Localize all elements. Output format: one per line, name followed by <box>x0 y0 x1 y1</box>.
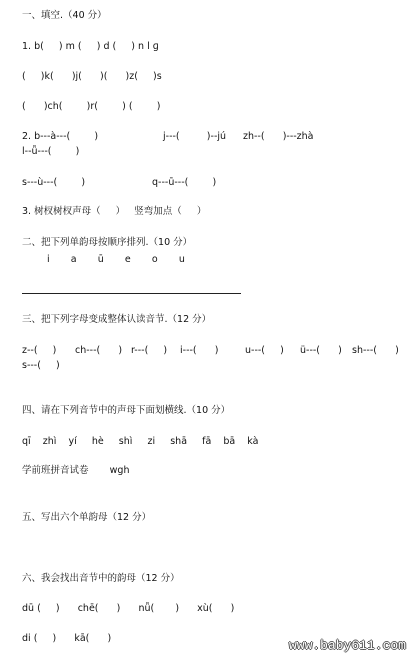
section-3-item-2: ch---( ) <box>75 345 123 356</box>
section-1-line-6-a: s---ù---( ) <box>22 177 86 188</box>
section-5-heading: 五、写出六个单韵母（12 分） <box>22 512 152 523</box>
section-1-line-1: 1. b( ) m ( ) d ( ) n l ɡ <box>22 41 159 52</box>
section-6-heading: 六、我会找出音节中的韵母（12 分） <box>22 573 180 584</box>
section-3-item-7: sh---( ) <box>352 345 399 356</box>
section-3-item-8: s---( ) <box>22 360 60 371</box>
section-1-line-4-c: zh--( )---zhà <box>243 131 314 142</box>
section-1-line-4-b: j---( )--jú <box>163 131 227 142</box>
section-2-heading: 二、把下列单韵母按顺序排列.（10 分） <box>22 237 193 248</box>
section-3-item-3: r---( ) <box>131 345 168 356</box>
section-3-heading: 三、把下列字母变成整体认读音节.（12 分） <box>22 314 212 325</box>
section-4-syllables: qī zhì yí hè shì zi shā fā bā kà <box>22 436 259 447</box>
section-3-item-4: i---( ) <box>180 345 219 356</box>
answer-line <box>22 293 241 294</box>
section-1-line-4-a: 2. b---à---( ) <box>22 131 99 142</box>
section-4-heading: 四、请在下列音节中的声母下面划横线.（10 分） <box>22 405 231 416</box>
section-1-line-2: ( )k( )j( )( )z( )s <box>22 71 162 82</box>
section-4-extra: 学前班拼音试卷 wgh <box>22 465 130 476</box>
section-3-item-1: z--( ) <box>22 345 57 356</box>
section-2-letters: i a ū e o u <box>47 254 185 265</box>
section-1-line-7: 3. 树杈树杈声母（ ） 竖弯加点（ ） <box>22 206 207 217</box>
section-1-line-6-b: q---ū---( ) <box>152 177 217 188</box>
section-1-line-5: l--ǚ---( ) <box>22 146 80 157</box>
section-3-item-5: u---( ) <box>245 345 284 356</box>
section-1-line-3: ( )ch( )r( ) ( ) <box>22 101 161 112</box>
section-3-item-6: ü---( ) <box>300 345 342 356</box>
section-6-line-2: di ( ) kā( ) <box>22 633 112 644</box>
section-1-heading: 一、填空.（40 分） <box>22 10 107 21</box>
watermark: www.baby611.com <box>288 638 406 653</box>
section-6-line-1: dū ( ) chē( ) nǚ( ) xù( ) <box>22 603 235 614</box>
